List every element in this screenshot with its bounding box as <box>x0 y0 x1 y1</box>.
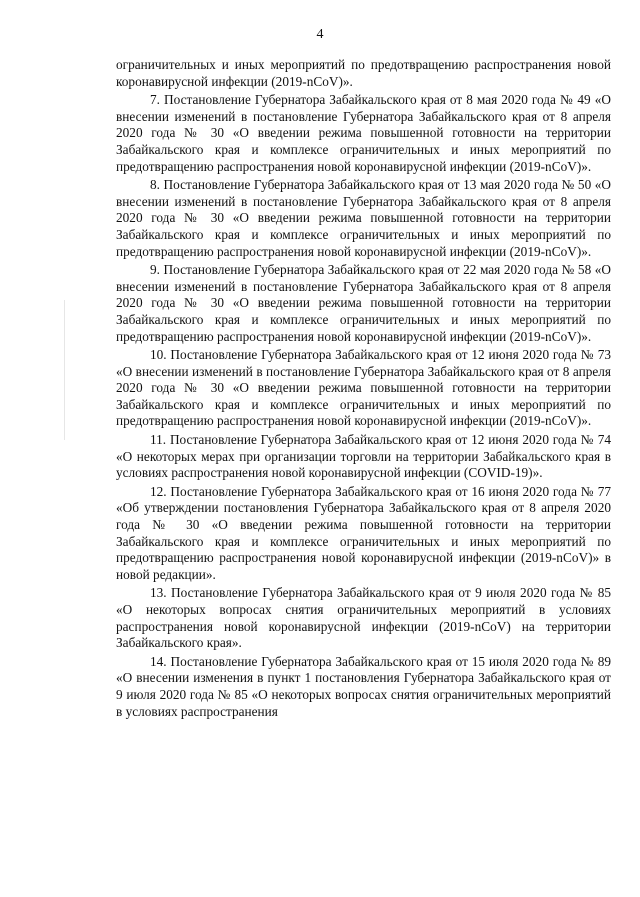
paragraph: ограничительных и иных мероприятий по предотвращению распространения новой коронавирусной инфекции (2019-nCoV)». <box>116 57 611 89</box>
paragraph: 12. Постановление Губернатора Забайкальского края от 16 июня 2020 года № 77 «Об утверждении постановления Губернатора Забайкальского края от 8 апреля 2020 года № 30 «О введении режима повышенной готовности на территории Забайкальского края и комплексе ограничительных и иных мероприятий по предотвращению распространения новой коронавирусной инфекции (2019-nCoV)» в новой редакции». <box>116 483 611 582</box>
paragraph: 14. Постановление Губернатора Забайкальского края от 15 июля 2020 года № 89 «О внесении изменения в пункт 1 постановления Губернатора Забайкальского края от 9 июля 2020 года № 85 «О некоторых вопросах снятия ограничительных мероприятий в условиях распространения <box>116 653 611 719</box>
paragraph: 7. Постановление Губернатора Забайкальского края от 8 мая 2020 года № 49 «О внесении изменений в постановление Губернатора Забайкальского края от 8 апреля 2020 года № 30 «О введении режима повышенной готовности на территории Забайкальского края и комплексе ограничительных и иных мероприятий по предотвращению распространения новой коронавирусной инфекции (2019-nCoV)». <box>116 92 611 174</box>
paragraph: 11. Постановление Губернатора Забайкальского края от 12 июня 2020 года № 74 «О некоторых мерах при организации торговли на территории Забайкальского края в условиях распространения новой коронавирусной инфекции (COVID-19)». <box>116 432 611 481</box>
page-number: 4 <box>316 27 324 42</box>
scan-margin-mark <box>64 300 65 440</box>
paragraph: 13. Постановление Губернатора Забайкальского края от 9 июля 2020 года № 85 «О некоторых вопросах снятия ограничительных мероприятий в условиях распространения новой коронавирусной инфекции (2019-nCoV) на территории Забайкальского края». <box>116 585 611 651</box>
paragraph: 8. Постановление Губернатора Забайкальского края от 13 мая 2020 года № 50 «О внесении изменений в постановление Губернатора Забайкальского края от 8 апреля 2020 года № 30 «О введении режима повышенной готовности на территории Забайкальского края и комплексе ограничительных и иных мероприятий по предотвращению распространения новой коронавирусной инфекции (2019-nCoV)». <box>116 177 611 259</box>
paragraph: 10. Постановление Губернатора Забайкальского края от 12 июня 2020 года № 73 «О внесении изменений в постановление Губернатора Забайкальского края от 8 апреля 2020 года № 30 «О введении режима повышенной готовности на территории Забайкальского края и комплексе ограничительных и иных мероприятий по предотвращению распространения новой коронавирусной инфекции (2019-nCoV)». <box>116 347 611 429</box>
document-body <box>116 57 611 722</box>
paragraph: 9. Постановление Губернатора Забайкальского края от 22 мая 2020 года № 58 «О внесении изменений в постановление Губернатора Забайкальского края от 8 апреля 2020 года № 30 «О введении режима повышенной готовности на территории Забайкальского края и комплексе ограничительных и иных мероприятий по предотвращению распространения новой коронавирусной инфекции (2019-nCoV)». <box>116 262 611 344</box>
